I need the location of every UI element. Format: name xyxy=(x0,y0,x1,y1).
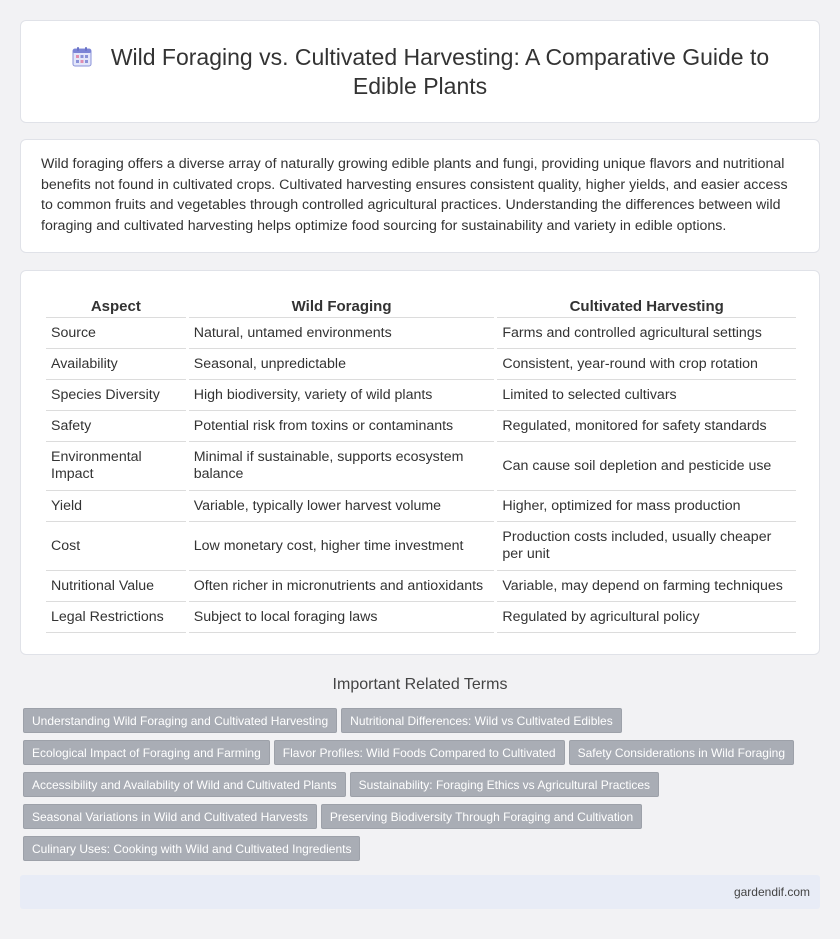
table-cell-wild: Often richer in micronutrients and antioxidants xyxy=(189,571,495,602)
table-cell-aspect: Source xyxy=(46,318,186,349)
related-term-tag[interactable]: Nutritional Differences: Wild vs Cultivated Edibles xyxy=(341,708,622,733)
related-term-tag[interactable]: Accessibility and Availability of Wild and Cultivated Plants xyxy=(23,772,346,797)
table-cell-aspect: Environmental Impact xyxy=(46,442,186,491)
table-cell-cultivated: Variable, may depend on farming techniques xyxy=(497,571,796,602)
table-cell-aspect: Availability xyxy=(46,349,186,380)
table-row xyxy=(46,522,796,571)
table-row xyxy=(46,411,796,442)
related-term-tag[interactable]: Safety Considerations in Wild Foraging xyxy=(569,740,794,765)
title-card xyxy=(20,20,820,123)
related-term-tag[interactable]: Understanding Wild Foraging and Cultivated Harvesting xyxy=(23,708,337,733)
related-term-tag[interactable]: Flavor Profiles: Wild Foods Compared to Cultivated xyxy=(274,740,565,765)
table-cell-wild: Minimal if sustainable, supports ecosystem balance xyxy=(189,442,495,491)
table-row xyxy=(46,349,796,380)
intro-card xyxy=(20,139,820,253)
table-cell-wild: Seasonal, unpredictable xyxy=(189,349,495,380)
table-cell-wild: Low monetary cost, higher time investment xyxy=(189,522,495,571)
table-cell-aspect: Species Diversity xyxy=(46,380,186,411)
table-cell-aspect: Cost xyxy=(46,522,186,571)
table-row xyxy=(46,602,796,633)
footer-site-link[interactable]: gardendif.com xyxy=(733,885,810,899)
footer-bar xyxy=(20,875,820,909)
table-header-row xyxy=(46,296,796,318)
comparison-table xyxy=(43,296,799,633)
table-cell-aspect: Legal Restrictions xyxy=(46,602,186,633)
table-row xyxy=(46,491,796,522)
table-cell-wild: Natural, untamed environments xyxy=(189,318,495,349)
related-term-tag[interactable]: Sustainability: Foraging Ethics vs Agricultural Practices xyxy=(350,772,659,797)
table-cell-cultivated: Farms and controlled agricultural settings xyxy=(497,318,796,349)
table-cell-cultivated: Regulated, monitored for safety standards xyxy=(497,411,796,442)
table-row xyxy=(46,380,796,411)
related-term-tag[interactable]: Ecological Impact of Foraging and Farming xyxy=(23,740,270,765)
table-cell-cultivated: Limited to selected cultivars xyxy=(497,380,796,411)
header-aspect: Aspect xyxy=(46,296,186,318)
comparison-card xyxy=(20,270,820,655)
calendar-grid-icon xyxy=(71,46,93,68)
table-cell-wild: Subject to local foraging laws xyxy=(189,602,495,633)
table-cell-wild: Variable, typically lower harvest volume xyxy=(189,491,495,522)
table-row xyxy=(46,318,796,349)
page-title: Wild Foraging vs. Cultivated Harvesting: A Comparative Guide to Edible Plants xyxy=(110,44,770,99)
table-cell-cultivated: Production costs included, usually cheaper per unit xyxy=(497,522,796,571)
table-cell-wild: High biodiversity, variety of wild plants xyxy=(189,380,495,411)
table-cell-aspect: Yield xyxy=(46,491,186,522)
header-cultivated-harvesting: Cultivated Harvesting xyxy=(497,296,796,318)
related-term-tag[interactable]: Seasonal Variations in Wild and Cultivated Harvests xyxy=(23,804,317,829)
table-cell-aspect: Nutritional Value xyxy=(46,571,186,602)
table-cell-cultivated: Higher, optimized for mass production xyxy=(497,491,796,522)
table-row xyxy=(46,571,796,602)
intro-paragraph: Wild foraging offers a diverse array of naturally growing edible plants and fungi, providing unique flavors and nutritional benefits not found in cultivated crops. Cultivated harvesting ensures consistent quality, higher yields, and easier access to common fruits and vegetables through controlled agricultural practices. Understanding the differences between wild foraging and cultivated harvesting helps optimize food sourcing for sustainability and variety in edible options. xyxy=(41,156,788,234)
related-term-tag[interactable]: Preserving Biodiversity Through Foraging and Cultivation xyxy=(321,804,642,829)
table-cell-wild: Potential risk from toxins or contaminants xyxy=(189,411,495,442)
related-terms-heading: Important Related Terms xyxy=(332,676,508,693)
related-term-tag[interactable]: Culinary Uses: Cooking with Wild and Cultivated Ingredients xyxy=(23,836,360,861)
related-terms-list xyxy=(23,708,813,868)
header-wild-foraging: Wild Foraging xyxy=(189,296,495,318)
table-row xyxy=(46,442,796,491)
table-cell-cultivated: Consistent, year-round with crop rotation xyxy=(497,349,796,380)
table-cell-cultivated: Regulated by agricultural policy xyxy=(497,602,796,633)
table-cell-aspect: Safety xyxy=(46,411,186,442)
page-title-wrap xyxy=(61,43,779,101)
table-cell-cultivated: Can cause soil depletion and pesticide use xyxy=(497,442,796,491)
